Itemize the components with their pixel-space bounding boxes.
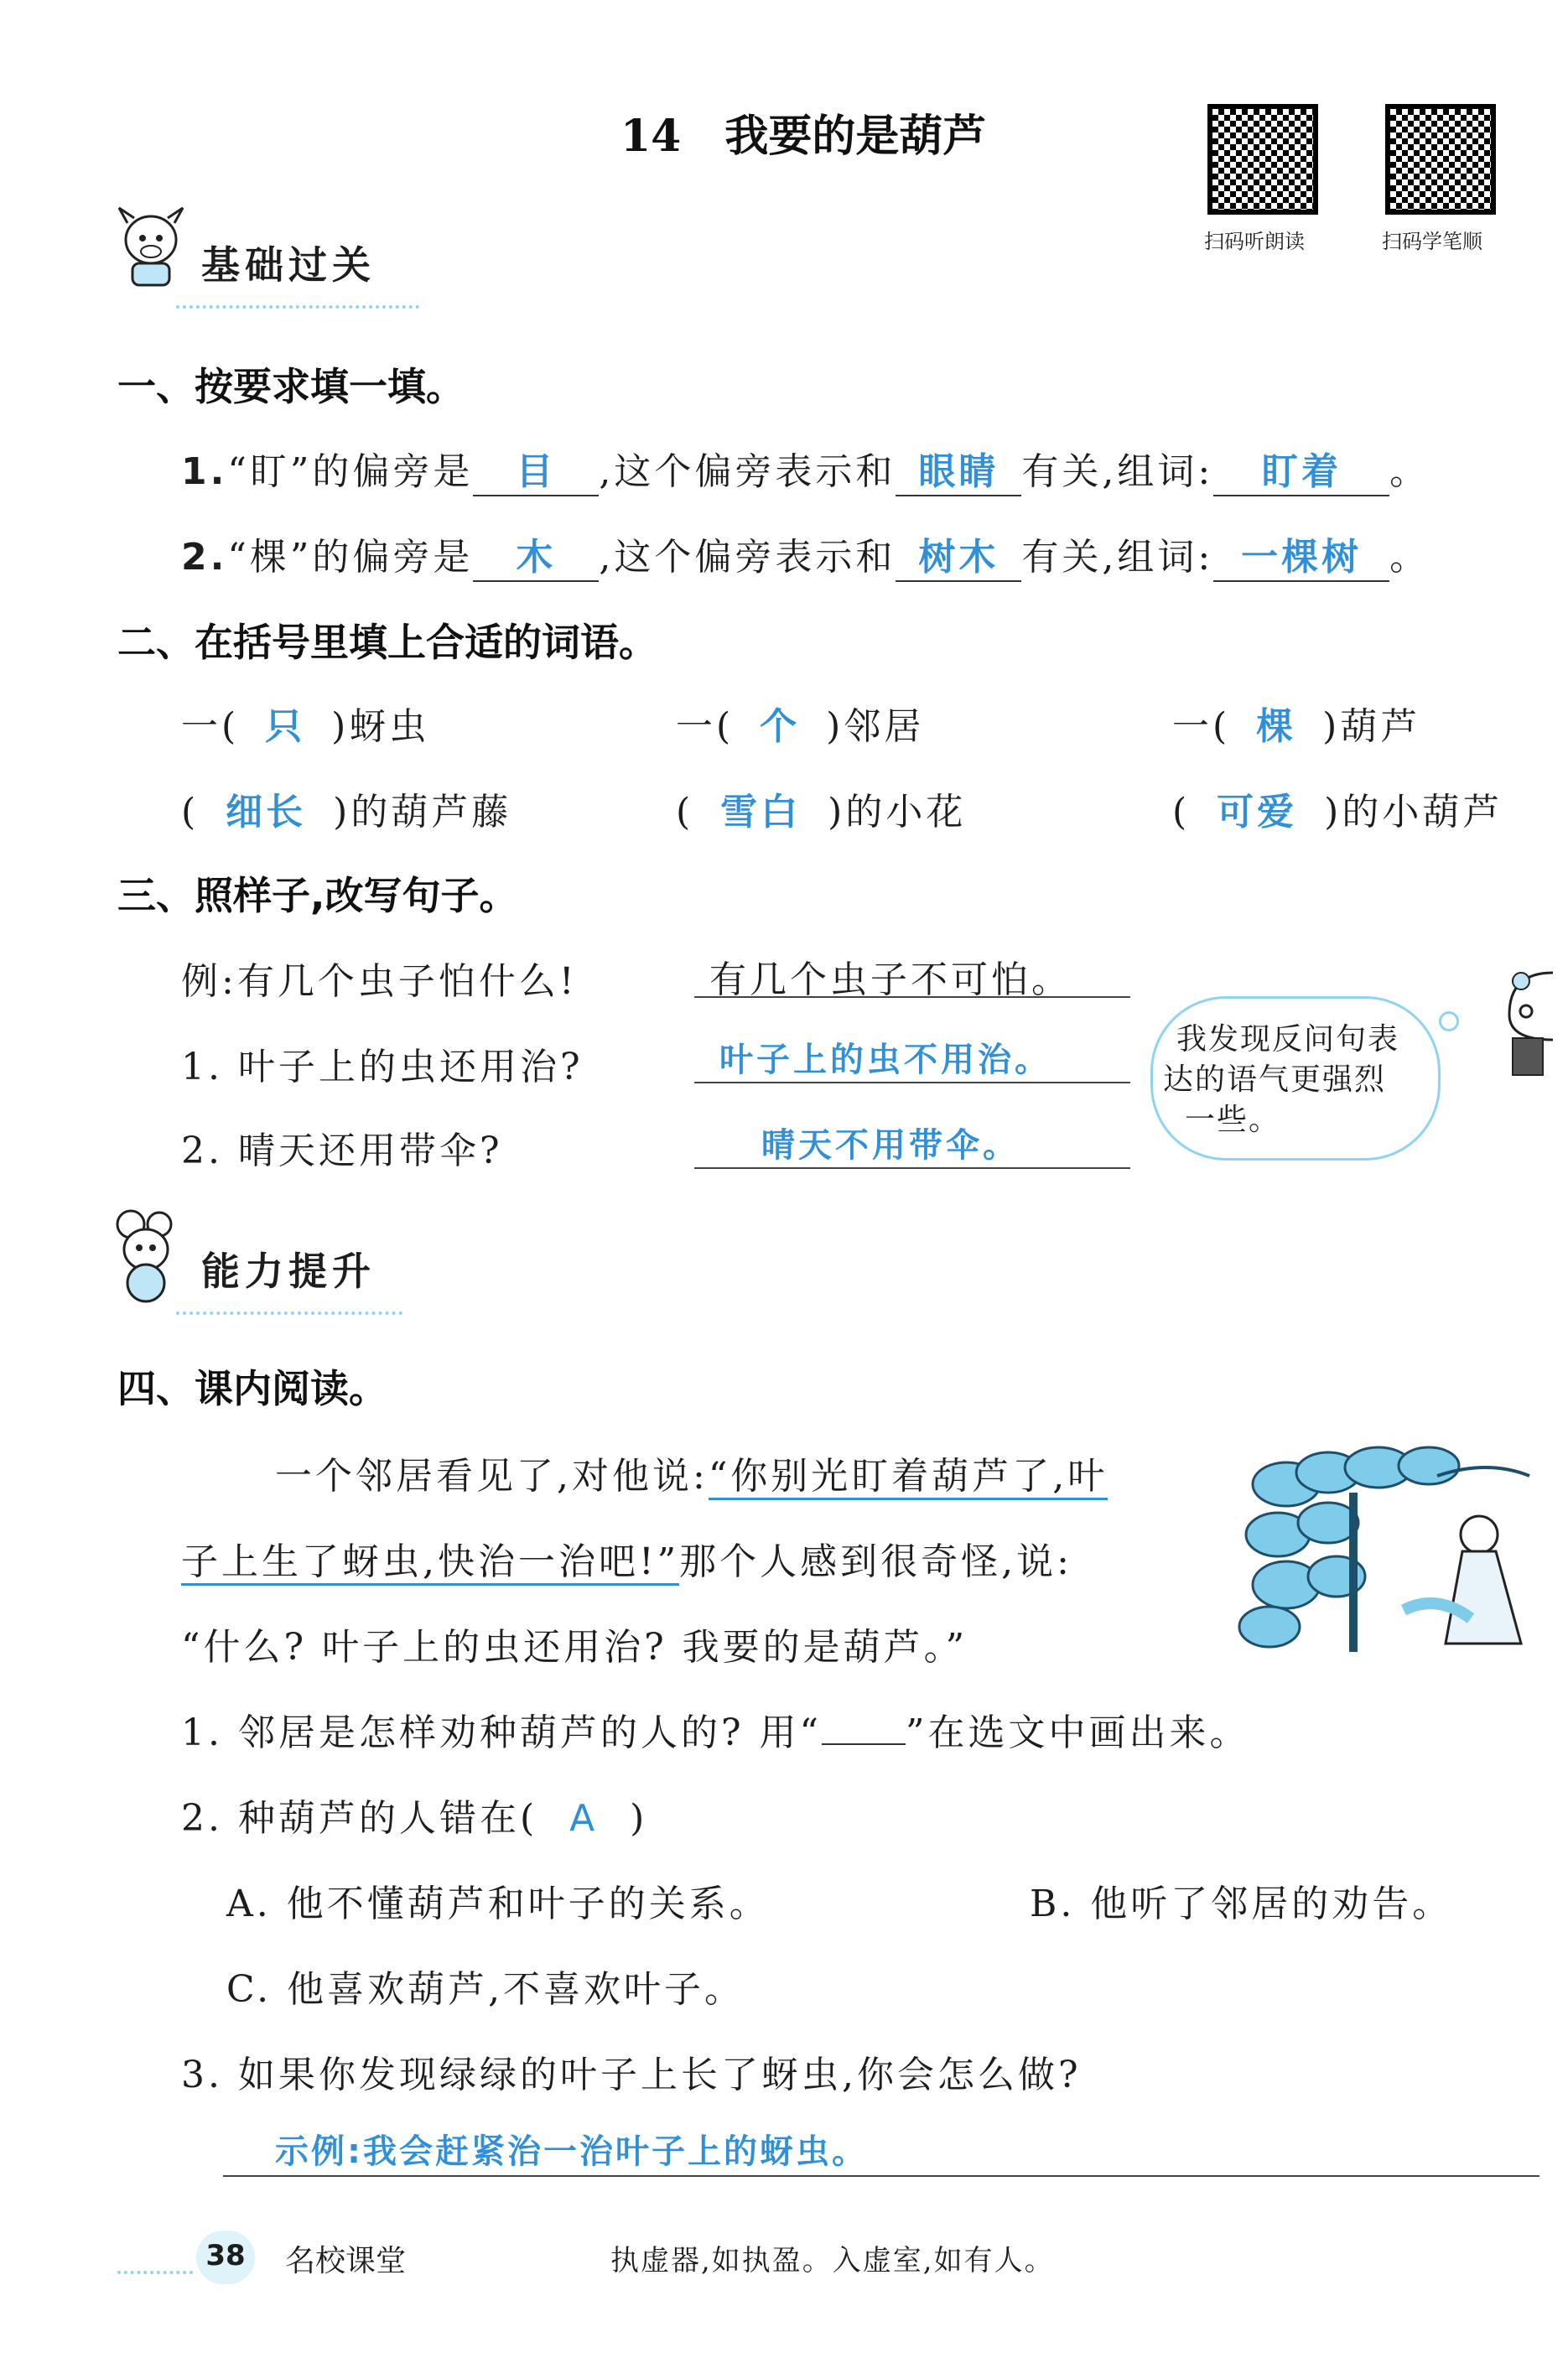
fill-item-4: ( 细长 )的葫芦藤 bbox=[181, 782, 511, 835]
answer-line-q3 bbox=[223, 2125, 1539, 2177]
reading-q3: 3. 如果你发现绿绿的叶子上长了蚜虫,你会怎么做? bbox=[181, 2054, 1082, 2096]
fill-item-6: ( 可爱 )的小葫芦 bbox=[1172, 782, 1503, 835]
q-text: ,这个偏旁表示和 bbox=[599, 450, 896, 493]
rewrite-answer-1: 叶子上的虫不用治。 bbox=[719, 1041, 1051, 1079]
answer-meaning: 树木 bbox=[918, 536, 999, 579]
qr-label-stroke: 扫码学笔顺 bbox=[1382, 230, 1482, 253]
gourd-vine-illustration bbox=[1236, 1442, 1541, 1652]
footer-motto: 执虚器,如执盈。入虚室,如有人。 bbox=[610, 2244, 1055, 2277]
badge-wave-decoration bbox=[176, 293, 419, 309]
q-text: “盯”的偏旁是 bbox=[227, 450, 474, 493]
rewrite-answer-2: 晴天不用带伞。 bbox=[761, 1126, 1020, 1165]
answer-radical: 木 bbox=[516, 536, 557, 579]
rewrite-q1: 1. 叶子上的虫还用治? bbox=[181, 1046, 584, 1088]
underlined-answer: 子上生了蚜虫,快治一治吧!” bbox=[181, 1540, 679, 1586]
rewrite-a2-line bbox=[694, 1119, 1130, 1169]
answer-meaning: 眼睛 bbox=[918, 450, 999, 493]
fill-item-5: ( 雪白 )的小花 bbox=[676, 782, 966, 835]
answer-adjective: 雪白 bbox=[720, 791, 802, 834]
answer-word: 盯着 bbox=[1261, 450, 1342, 493]
option-a: A. 他不懂葫芦和叶子的关系。 bbox=[226, 1883, 770, 1925]
q-text: ,这个偏旁表示和 bbox=[599, 536, 896, 579]
example-answer-line bbox=[694, 949, 1130, 1001]
section3-heading: 三、照样子,改写句子。 bbox=[117, 873, 518, 918]
passage-line-1: 一个邻居看见了,对他说:“你别光盯着葫芦了,叶 bbox=[275, 1446, 1108, 1499]
answer-choice: A bbox=[569, 1797, 599, 1840]
page-number-badge bbox=[196, 2231, 255, 2284]
passage-line-3: “什么? 叶子上的虫还用治? 我要的是葫芦。” bbox=[181, 1626, 968, 1669]
q-text: 有关,组词: bbox=[1021, 536, 1214, 579]
sec1-q1: 1.“盯”的偏旁是 目 ,这个偏旁表示和 眼睛 有关,组词: 盯着 。 bbox=[181, 441, 1430, 496]
underlined-answer: “你别光盯着葫芦了,叶 bbox=[709, 1455, 1108, 1500]
section1-heading: 一、按要求填一填。 bbox=[117, 364, 465, 409]
tip-line-3: 一些。 bbox=[1185, 1103, 1281, 1137]
sec1-q2: 2.“棵”的偏旁是 木 ,这个偏旁表示和 树木 有关,组词: 一棵树 。 bbox=[181, 527, 1430, 582]
answer-measure-word: 只 bbox=[265, 705, 306, 748]
page-title: 14 我要的是葫芦 bbox=[620, 111, 987, 162]
option-c: C. 他喜欢葫芦,不喜欢叶子。 bbox=[226, 1968, 745, 2011]
tip-bubble bbox=[1150, 996, 1441, 1161]
answer-measure-word: 棵 bbox=[1256, 705, 1297, 748]
footer-brand: 名校课堂 bbox=[285, 2244, 407, 2278]
fill-item-3: 一( 棵 )葫芦 bbox=[1172, 696, 1420, 750]
answer-measure-word: 个 bbox=[760, 705, 801, 748]
mascot-mouse-icon bbox=[109, 1206, 193, 1303]
underline-symbol bbox=[822, 1743, 906, 1745]
mascot-cow-icon bbox=[109, 198, 193, 290]
page-number: 38 bbox=[205, 2239, 246, 2272]
example-question: 例:有几个虫子怕什么! bbox=[181, 960, 578, 1003]
q-text: “棵”的偏旁是 bbox=[227, 536, 474, 579]
rewrite-q2: 2. 晴天还用带伞? bbox=[181, 1130, 503, 1172]
q-number: 2. bbox=[181, 536, 228, 579]
reading-q1: 1. 邻居是怎样劝种葫芦的人的? 用“ ”在选文中画出来。 bbox=[181, 1711, 1250, 1754]
footer-decoration bbox=[117, 2262, 193, 2274]
qr-code-stroke[interactable] bbox=[1385, 104, 1496, 215]
tip-line-2: 达的语气更强烈 bbox=[1163, 1062, 1387, 1097]
qr-label-listen: 扫码听朗读 bbox=[1204, 230, 1305, 253]
answer-adjective: 可爱 bbox=[1217, 791, 1298, 834]
fill-item-1: 一( 只 )蚜虫 bbox=[181, 696, 429, 750]
answer-word: 一棵树 bbox=[1241, 536, 1363, 579]
option-b: B. 他听了邻居的劝告。 bbox=[1030, 1883, 1453, 1925]
tip-line-1: 我发现反问句表 bbox=[1176, 1022, 1400, 1057]
q-number: 1. bbox=[181, 450, 228, 493]
section-badge-basic: 基础过关 bbox=[201, 242, 376, 288]
answer-adjective: 细长 bbox=[226, 791, 307, 834]
section4-heading: 四、课内阅读。 bbox=[117, 1366, 387, 1411]
section2-heading: 二、在括号里填上合适的词语。 bbox=[117, 620, 657, 665]
q-text: 有关,组词: bbox=[1021, 450, 1214, 493]
fill-item-2: 一( 个 )邻居 bbox=[676, 696, 924, 750]
answer-q3: 示例:我会赶紧治一治叶子上的蚜虫。 bbox=[275, 2132, 868, 2171]
example-answer: 有几个虫子不可怕。 bbox=[709, 958, 1072, 1001]
mascot-bear-icon bbox=[1493, 964, 1553, 1082]
rewrite-a1-line bbox=[694, 1033, 1130, 1083]
section-badge-advanced: 能力提升 bbox=[201, 1249, 376, 1294]
passage-line-2: 子上生了蚜虫,快治一治吧!”那个人感到很奇怪,说: bbox=[181, 1531, 1072, 1585]
answer-radical: 目 bbox=[516, 450, 557, 493]
bubble-tail-dot bbox=[1439, 1011, 1459, 1031]
qr-code-listen[interactable] bbox=[1207, 104, 1318, 215]
badge-wave-decoration bbox=[176, 1300, 402, 1315]
reading-q2: 2. 种葫芦的人错在( A ) bbox=[181, 1797, 648, 1840]
